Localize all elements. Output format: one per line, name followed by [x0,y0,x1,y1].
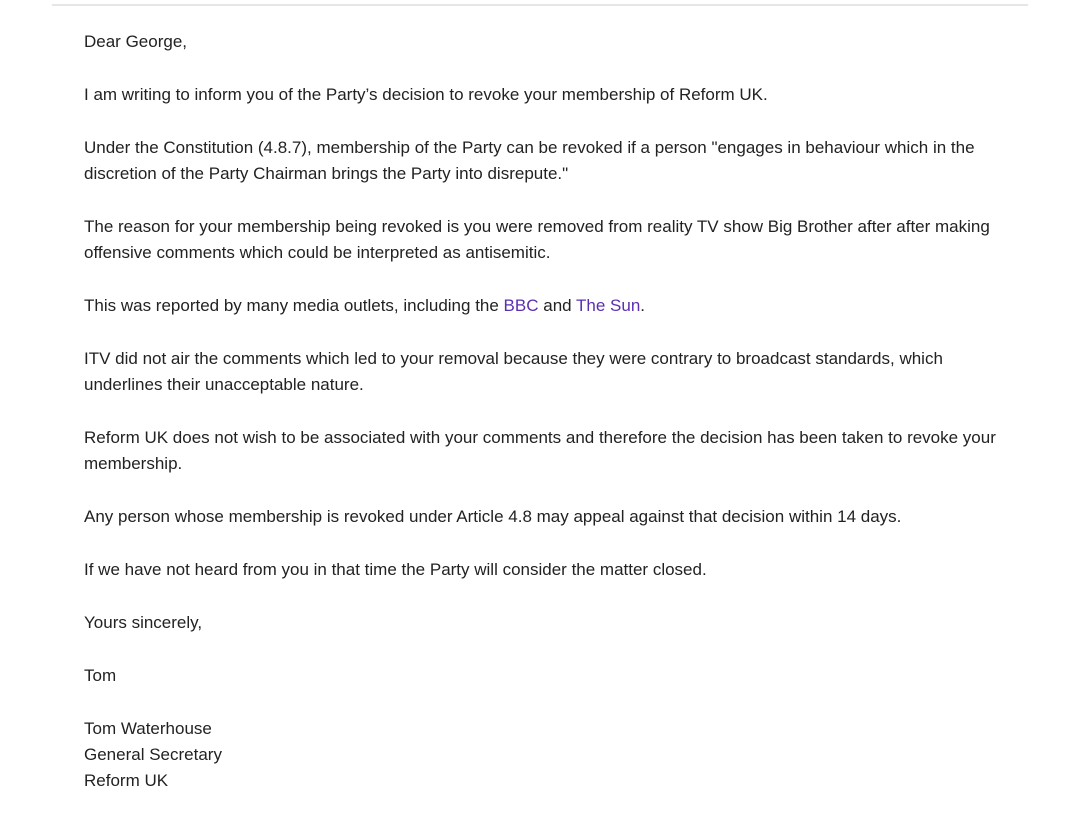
paragraph-reason: The reason for your membership being revoked is you were removed from reality TV show Big Brother after after making offensive comments which could be interpreted as antisemitic. [84,217,990,262]
paragraph-association: Reform UK does not wish to be associated with your comments and therefore the decision has been taken to revoke your membership. [84,428,996,473]
signature-name: Tom Waterhouse [84,719,212,738]
signature-org: Reform UK [84,771,169,790]
signature-title: General Secretary [84,745,222,764]
bbc-link[interactable]: BBC [503,296,539,315]
paragraph-appeal: Any person whose membership is revoked under Article 4.8 may appeal against that decision within 14 days. [84,507,902,526]
signoff: Tom [84,666,117,685]
paragraph-itv: ITV did not air the comments which led to your removal because they were contrary to broadcast standards, which underlines their unacceptable nature. [84,349,943,394]
media-text-after: . [640,296,646,315]
closing: Yours sincerely, [84,613,203,632]
paragraph-decision: I am writing to inform you of the Party’s decision to revoke your membership of Reform UK. [84,85,768,104]
media-text-before: This was reported by many media outlets, including the [84,296,504,315]
letter-body [84,29,1004,794]
paragraph-closed: If we have not heard from you in that time the Party will consider the matter closed. [84,560,707,579]
salutation: Dear George, [84,32,187,51]
paragraph-constitution: Under the Constitution (4.8.7), membership of the Party can be revoked if a person "engages in behaviour which in the discretion of the Party Chairman brings the Party into disrepute." [84,138,975,183]
top-divider [52,4,1028,6]
the-sun-link[interactable]: The Sun [576,296,641,315]
signature-block [84,716,1004,794]
media-text-middle: and [538,296,577,315]
paragraph-media [84,293,1004,319]
